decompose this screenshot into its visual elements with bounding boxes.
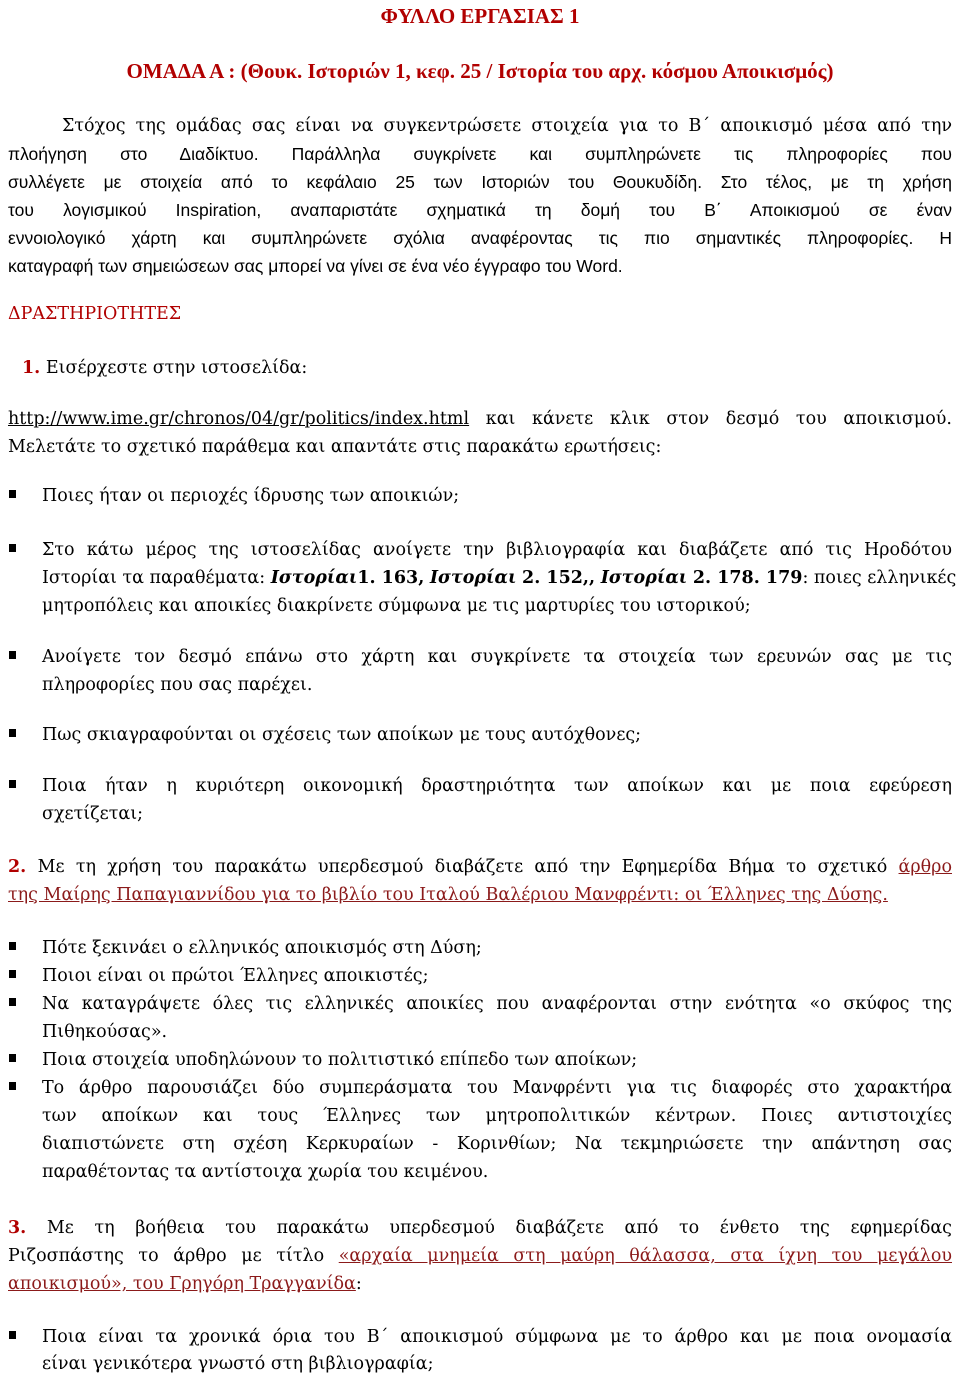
step-1 [22,358,952,378]
source-ref: 2. 152,, [522,568,596,588]
step-1-bullet-1: Ποιες ήταν οι περιοχές ίδρυσης των αποικιών; [42,486,460,506]
step-1-bullet-2-line-1: Στο κάτω μέρος της ιστοσελίδας ανοίγετε την βιβλιογραφία και διαβάζετε από τις Ηροδότου [42,540,952,560]
step-2-bullet-3-line-2: Πιθηκούσας». [42,1022,168,1042]
step-1-line-2: Μελετάτε το σχετικό παράθεμα και απαντάτε στις παρακάτω ερωτήσεις: [8,437,662,457]
rizospastis-article-link-cont[interactable]: αποικισμού», του Γρηγόρη Τραγγανίδα [8,1274,356,1294]
activities-heading: ΔΡΑΣΤΗΡΙΟΤΗΤΕΣ [8,304,182,324]
intro-line-2: πλοήγηση στο Διαδίκτυο. Παράλληλα συγκρίνετε και συμπληρώνετε τις πληροφορίες που [8,144,952,164]
bullet-icon [8,544,18,554]
question-text: : ποιες ελληνικές [802,568,957,588]
step-1-bullet-3-line-1: Ανοίγετε τον δεσμό επάνω στο χάρτη και συγκρίνετε τα στοιχεία των ερευνών σας με τις [42,647,952,667]
step-3-bullet-1-line-1: Ποια είναι τα χρονικά όρια του Β΄ αποικισμού σύμφωνα με το άρθρο και με ποια ονομασία [42,1327,952,1347]
source-title: Ιστορίαι [600,568,688,588]
intro-line-1: Στόχος της ομάδας σας είναι να συγκεντρώσετε στοιχεία για το Β΄ αποικισμό μέσα από την [62,116,952,136]
colon: : [355,1274,362,1294]
step-1-bullet-5-line-1: Ποια ήταν η κυριότερη οικονομική δραστηριότητα των αποίκων και με ποια εφεύρεση [42,776,952,796]
step-3-line-2 [8,1246,952,1266]
intro-line-4: του λογισμικού Inspiration, αναπαριστάτε σχηματικά τη δομή του Β΄ Αποικισμού σε έναν [8,200,952,220]
step-2-line-1 [8,857,952,877]
source-title: Ιστορίαι [270,568,358,588]
step-2-bullet-1: Πότε ξεκινάει ο ελληνικός αποικισμός στη Δύση; [42,938,482,958]
source-title: Ιστορίαι [429,568,517,588]
step-1-url-line [8,409,952,429]
step-1-bullet-3-line-2: πληροφορίες που σας παρέχει. [42,675,313,695]
step-3-line-3 [8,1274,952,1294]
bullet-icon [8,651,18,661]
vima-article-link-cont[interactable]: της Μαίρης Παπαγιαννίδου για το βιβλίο του Ιταλού Βαλέριου Μανφρέντι: οι Έλληνες της Δύσης. [8,885,888,905]
step-1-bullet-2-line-2 [42,568,957,588]
bullet-icon [8,1054,18,1064]
step-2-number: 2. [8,857,27,877]
ime-link[interactable]: http://www.ime.gr/chronos/04/gr/politics/index.html [8,409,470,429]
step-2-bullet-5-line-4: παραθέτοντας τα αντίστοιχα χωρία του κειμένου. [42,1162,489,1182]
step-2-bullet-3-line-1: Να καταγράψετε όλες τις ελληνικές αποικίες που αναφέρονται στην ενότητα «ο σκύφος της [42,994,952,1014]
step-2-bullet-2: Ποιοι είναι οι πρώτοι Έλληνες αποικιστές; [42,966,429,986]
intro-line-5: εννοιολογικό χάρτη και συμπληρώνετε σχόλια αναφέροντας τις πιο σημαντικές πληροφορίες. Η [8,228,952,248]
step-2-text: Με τη χρήση του παρακάτω υπερδεσμού διαβάζετε από την Εφημερίδα Βήμα το σχετικό [37,857,888,877]
group-heading: ΟΜΑΔΑ Α : (Θουκ. Ιστοριών 1, κεφ. 25 / Ιστορία του αρχ. κόσμου Αποικισμός) [126,59,834,83]
step-1-bullet-2-line-3: μητροπόλεις και αποικίες διακρίνετε σύμφωνα με τις μαρτυρίες του ιστορικού; [42,596,751,616]
step-3-text-2: Ριζοσπάστης το άρθρο με τίτλο [8,1246,325,1266]
step-1-after-url: και κάνετε κλικ στον δεσμό του αποικισμού. [485,409,952,429]
bullet-icon [8,1082,18,1092]
step-2-bullet-4: Ποια στοιχεία υποδηλώνουν το πολιτιστικό επίπεδο των αποίκων; [42,1050,638,1070]
vima-article-link[interactable]: άρθρο [898,857,952,877]
step-3-bullet-1-line-2: είναι γενικότερα γνωστό στη βιβλιογραφία; [42,1354,434,1374]
step-2-bullet-5-line-3: διαπιστώνετε στη σχέση Κερκυραίων - Κορινθίων; Να τεκμηριώσετε την απάντηση σας [42,1134,952,1154]
step-3-line-1 [8,1218,952,1238]
step-1-text: Εισέρχεστε στην ιστοσελίδα: [45,358,308,378]
bullet-icon [8,780,18,790]
source-ref: 1. 163, [357,568,425,588]
step-3-number: 3. [8,1218,27,1238]
bullet-icon [8,942,18,952]
step-2-line-2 [8,885,952,905]
step-1-bullet-5-line-2: σχετίζεται; [42,804,143,824]
step-2-bullet-5-line-2: των αποίκων και τους Έλληνες των μητροπολιτικών κέντρων. Ποιες αντιστοιχίες [42,1106,952,1126]
step-1-bullet-4: Πως σκιαγραφούνται οι σχέσεις των αποίκων με τους αυτόχθονες; [42,725,642,745]
bullet-icon [8,490,18,500]
worksheet-title: ΦΥΛΛΟ ΕΡΓΑΣΙΑΣ 1 [380,4,580,28]
bullet-icon [8,729,18,739]
step-2-bullet-5-line-1: Το άρθρο παρουσιάζει δύο συμπεράσματα του Μανφρέντι για τις διαφορές στο χαρακτήρα [42,1078,952,1098]
step-1-number: 1. [22,358,41,378]
source-ref: 2. 178. 179 [692,568,803,588]
step-3-text: Με τη βοήθεια του παρακάτω υπερδεσμού διαβάζετε από το ένθετο της εφημερίδας [46,1218,952,1238]
intro-line-3: συλλέγετε με στοιχεία από το κεφάλαιο 25 των Ιστοριών του Θουκυδίδη. Στο τέλος, με τη χρήση [8,172,952,192]
intro-line-6: καταγραφή των σημειώσεων σας μπορεί να γίνει σε ένα νέο έγγραφο του Word. [8,256,623,276]
bullet-icon [8,998,18,1008]
quotes-intro: Ιστορίαι τα παραθέματα: [42,568,266,588]
rizospastis-article-link[interactable]: «αρχαία μνημεία στη μαύρη θάλασσα, στα ίχνη του μεγάλου [338,1246,952,1266]
bullet-icon [8,1331,18,1341]
bullet-icon [8,970,18,980]
